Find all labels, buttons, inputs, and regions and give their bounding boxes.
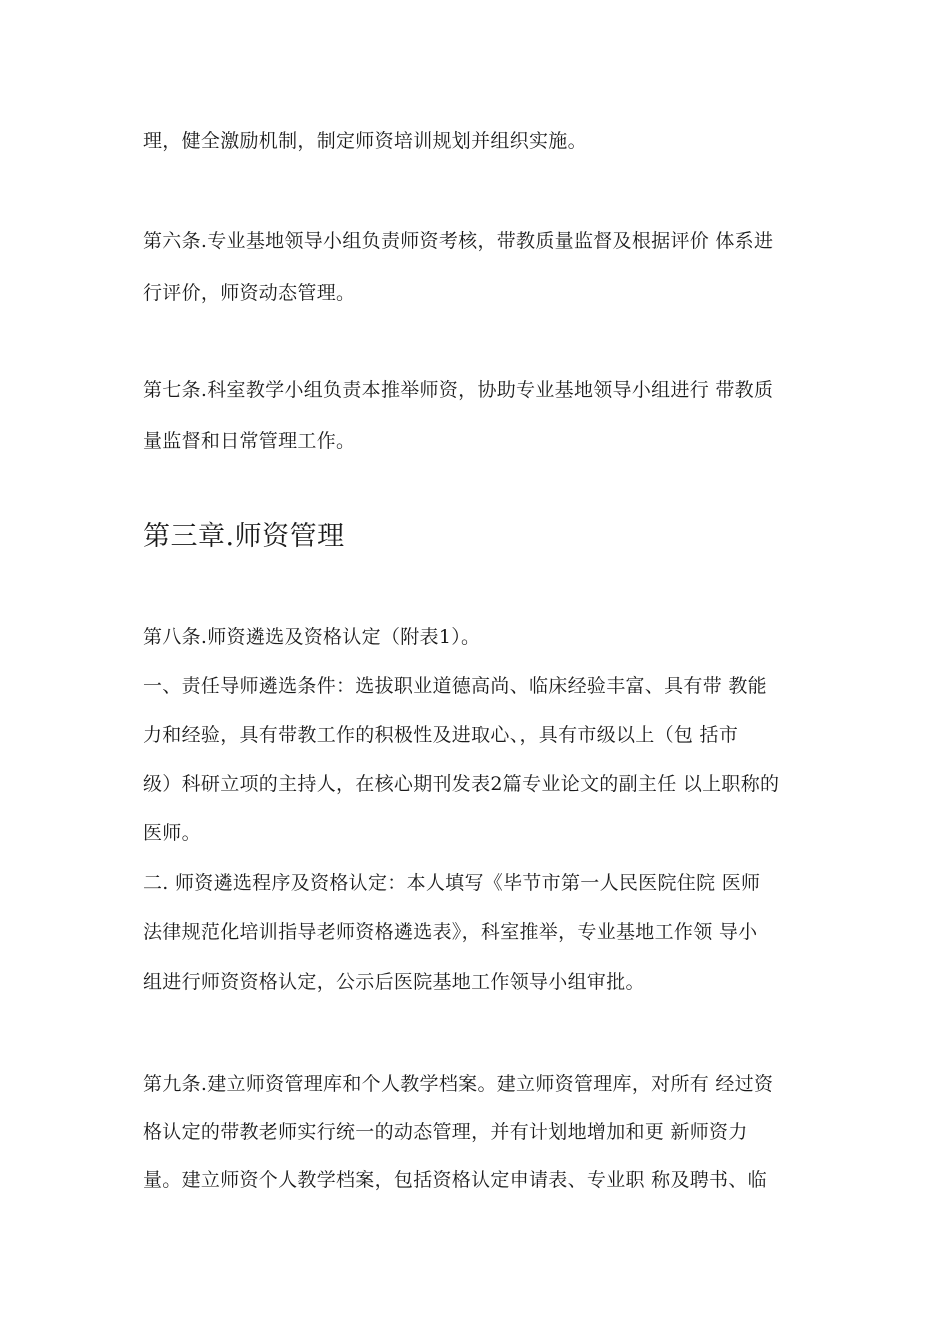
article-8-line-6: 法律规范化培训指导老师资格遴选表》，科室推举，专业基地工作领 导小 <box>143 921 758 943</box>
article-6-line-2: 行评价，师资动态管理。 <box>143 282 356 304</box>
article-6-line-1: 第六条.专业基地领导小组负责师资考核，带教质量监督及根据评价 体系进 <box>143 230 774 252</box>
article-9-line-3: 量。建立师资个人教学档案，包括资格认定申请表、专业职 称及聘书、临 <box>143 1169 767 1191</box>
chapter-heading: 第三章.师资管理 <box>143 521 345 552</box>
paragraph-line: 理，健全激励机制，制定师资培训规划并组织实施。 <box>143 130 587 152</box>
article-8-line-4: 医师。 <box>143 822 201 844</box>
article-7-line-2: 量监督和日常管理工作。 <box>143 430 356 452</box>
article-8-line-7: 组进行师资资格认定，公示后医院基地工作领导小组审批。 <box>143 971 645 993</box>
article-8-line-1: 一、责任导师遴选条件：选拔职业道德高尚、临床经验丰富、具有带 教能 <box>143 675 767 697</box>
article-9-line-2: 格认定的带教老师实行统一的动态管理，并有计划地增加和更 新师资力 <box>143 1121 748 1143</box>
article-9-line-1: 第九条.建立师资管理库和个人教学档案。建立师资管理库，对所有 经过资 <box>143 1073 774 1095</box>
article-8-title: 第八条.师资遴选及资格认定（附表1）。 <box>143 626 481 648</box>
article-8-line-5: 二. 师资遴选程序及资格认定：本人填写《毕节市第一人民医院住院 医师 <box>143 872 761 894</box>
article-7-line-1: 第七条.科室教学小组负责本推举师资，协助专业基地领导小组进行 带教质 <box>143 379 774 401</box>
article-8-line-3: 级）科研立项的主持人，在核心期刊发表2篇专业论文的副主任 以上职称的 <box>143 773 780 795</box>
article-8-line-2: 力和经验，具有带教工作的积极性及进取心、，具有市级以上（包 括市 <box>143 724 739 746</box>
